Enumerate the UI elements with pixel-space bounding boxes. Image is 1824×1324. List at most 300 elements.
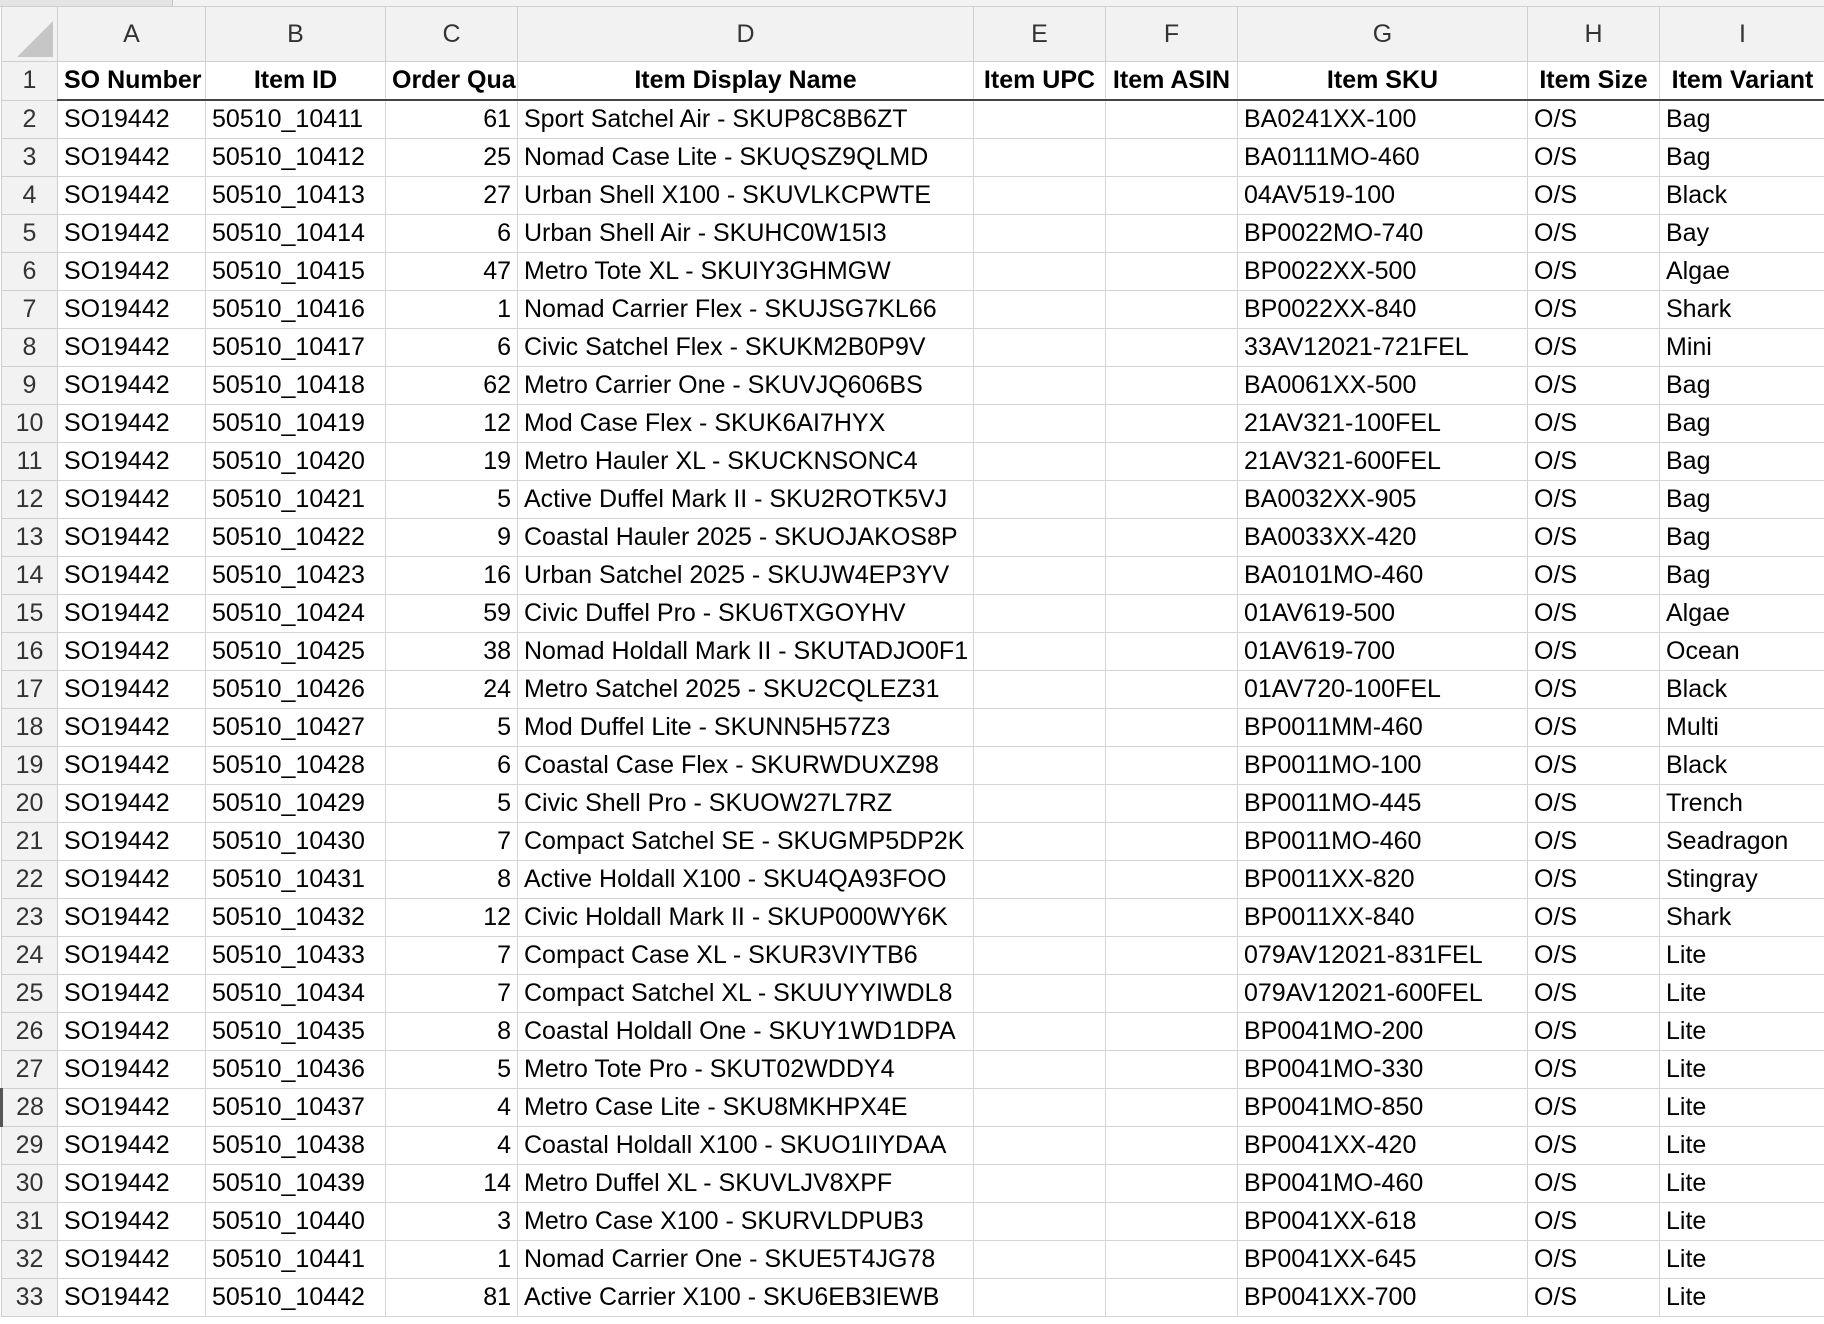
item-display-name-cell[interactable]: Nomad Holdall Mark II - SKUTADJO0F1 — [518, 633, 974, 671]
order-quantity-cell[interactable]: 4 — [386, 1127, 518, 1165]
item-display-name-cell[interactable]: Metro Case X100 - SKURVLDPUB3 — [518, 1203, 974, 1241]
item-upc-cell[interactable] — [974, 177, 1106, 215]
item-display-name-cell[interactable]: Compact Satchel XL - SKUUYYIWDL8 — [518, 975, 974, 1013]
column-header-c[interactable]: C — [386, 7, 518, 62]
item-variant-cell[interactable]: Algae — [1660, 595, 1824, 633]
item-asin-cell[interactable] — [1106, 557, 1238, 595]
item-id-cell[interactable]: 50510_10431 — [206, 861, 386, 899]
row-header[interactable]: 21 — [2, 823, 58, 861]
so-number-cell[interactable]: SO19442 — [58, 1013, 206, 1051]
item-sku-cell[interactable]: BP0041XX-420 — [1238, 1127, 1528, 1165]
order-quantity-cell[interactable]: 9 — [386, 519, 518, 557]
order-quantity-cell[interactable]: 7 — [386, 937, 518, 975]
item-id-cell[interactable]: 50510_10433 — [206, 937, 386, 975]
row-header[interactable]: 27 — [2, 1051, 58, 1089]
order-quantity-cell[interactable]: 12 — [386, 899, 518, 937]
item-id-cell[interactable]: 50510_10425 — [206, 633, 386, 671]
item-variant-cell[interactable]: Lite — [1660, 1127, 1824, 1165]
item-sku-cell[interactable]: BP0041XX-618 — [1238, 1203, 1528, 1241]
item-id-cell[interactable]: 50510_10412 — [206, 139, 386, 177]
item-upc-cell[interactable] — [974, 747, 1106, 785]
item-sku-cell[interactable]: 21AV321-100FEL — [1238, 405, 1528, 443]
column-header-a[interactable]: A — [58, 7, 206, 62]
item-variant-cell[interactable]: Bay — [1660, 215, 1824, 253]
order-quantity-cell[interactable]: 6 — [386, 329, 518, 367]
item-id-cell[interactable]: 50510_10435 — [206, 1013, 386, 1051]
order-quantity-cell[interactable]: 12 — [386, 405, 518, 443]
item-id-cell[interactable]: 50510_10441 — [206, 1241, 386, 1279]
item-size-cell[interactable]: O/S — [1528, 177, 1660, 215]
so-number-cell[interactable]: SO19442 — [58, 1127, 206, 1165]
item-id-cell[interactable]: 50510_10424 — [206, 595, 386, 633]
so-number-cell[interactable]: SO19442 — [58, 519, 206, 557]
row-header[interactable]: 32 — [2, 1241, 58, 1279]
item-variant-cell[interactable]: Seadragon — [1660, 823, 1824, 861]
item-size-cell[interactable]: O/S — [1528, 100, 1660, 139]
item-asin-cell[interactable] — [1106, 291, 1238, 329]
order-quantity-cell[interactable]: 8 — [386, 861, 518, 899]
item-size-cell[interactable]: O/S — [1528, 253, 1660, 291]
so-number-cell[interactable]: SO19442 — [58, 405, 206, 443]
item-asin-cell[interactable] — [1106, 1051, 1238, 1089]
item-id-cell[interactable]: 50510_10437 — [206, 1089, 386, 1127]
item-sku-cell[interactable]: BA0032XX-905 — [1238, 481, 1528, 519]
item-sku-cell[interactable]: BP0022XX-500 — [1238, 253, 1528, 291]
item-variant-cell[interactable]: Black — [1660, 177, 1824, 215]
item-display-name-cell[interactable]: Metro Tote Pro - SKUT02WDDY4 — [518, 1051, 974, 1089]
item-display-name-cell[interactable]: Urban Shell X100 - SKUVLKCPWTE — [518, 177, 974, 215]
item-sku-cell[interactable]: 01AV619-500 — [1238, 595, 1528, 633]
item-size-cell[interactable]: O/S — [1528, 937, 1660, 975]
item-variant-cell[interactable]: Black — [1660, 671, 1824, 709]
item-variant-cell[interactable]: Bag — [1660, 405, 1824, 443]
item-asin-cell[interactable] — [1106, 367, 1238, 405]
item-display-name-cell[interactable]: Coastal Holdall X100 - SKUO1IIYDAA — [518, 1127, 974, 1165]
item-id-cell[interactable]: 50510_10421 — [206, 481, 386, 519]
row-header[interactable]: 13 — [2, 519, 58, 557]
item-sku-cell[interactable]: 079AV12021-831FEL — [1238, 937, 1528, 975]
so-number-cell[interactable]: SO19442 — [58, 1165, 206, 1203]
order-quantity-cell[interactable]: 38 — [386, 633, 518, 671]
item-sku-cell[interactable]: BP0011MM-460 — [1238, 709, 1528, 747]
order-quantity-cell[interactable]: 24 — [386, 671, 518, 709]
item-sku-cell[interactable]: BA0033XX-420 — [1238, 519, 1528, 557]
item-variant-cell[interactable]: Bag — [1660, 481, 1824, 519]
item-sku-cell[interactable]: BP0041MO-330 — [1238, 1051, 1528, 1089]
row-header[interactable]: 5 — [2, 215, 58, 253]
item-size-cell[interactable]: O/S — [1528, 671, 1660, 709]
item-upc-cell[interactable] — [974, 595, 1106, 633]
item-display-name-cell[interactable]: Active Duffel Mark II - SKU2ROTK5VJ — [518, 481, 974, 519]
item-sku-cell[interactable]: 33AV12021-721FEL — [1238, 329, 1528, 367]
item-display-name-cell[interactable]: Active Holdall X100 - SKU4QA93FOO — [518, 861, 974, 899]
order-quantity-cell[interactable]: 1 — [386, 291, 518, 329]
row-header[interactable]: 14 — [2, 557, 58, 595]
item-size-cell[interactable]: O/S — [1528, 519, 1660, 557]
item-display-name-cell[interactable]: Civic Shell Pro - SKUOW27L7RZ — [518, 785, 974, 823]
item-sku-cell[interactable]: BP0041MO-850 — [1238, 1089, 1528, 1127]
item-variant-cell[interactable]: Lite — [1660, 937, 1824, 975]
so-number-cell[interactable]: SO19442 — [58, 899, 206, 937]
order-quantity-cell[interactable]: 8 — [386, 1013, 518, 1051]
item-upc-cell[interactable] — [974, 1051, 1106, 1089]
header-cell-so-number[interactable]: SO Number — [58, 62, 206, 101]
order-quantity-cell[interactable]: 5 — [386, 785, 518, 823]
item-display-name-cell[interactable]: Coastal Holdall One - SKUY1WD1DPA — [518, 1013, 974, 1051]
item-sku-cell[interactable]: BP0022MO-740 — [1238, 215, 1528, 253]
row-header[interactable]: 11 — [2, 443, 58, 481]
item-size-cell[interactable]: O/S — [1528, 443, 1660, 481]
order-quantity-cell[interactable]: 6 — [386, 747, 518, 785]
row-header[interactable]: 22 — [2, 861, 58, 899]
item-display-name-cell[interactable]: Metro Carrier One - SKUVJQ606BS — [518, 367, 974, 405]
item-id-cell[interactable]: 50510_10429 — [206, 785, 386, 823]
row-header[interactable]: 3 — [2, 139, 58, 177]
item-sku-cell[interactable]: BP0041XX-645 — [1238, 1241, 1528, 1279]
order-quantity-cell[interactable]: 62 — [386, 367, 518, 405]
item-sku-cell[interactable]: BP0041MO-200 — [1238, 1013, 1528, 1051]
item-size-cell[interactable]: O/S — [1528, 1241, 1660, 1279]
item-id-cell[interactable]: 50510_10442 — [206, 1279, 386, 1317]
item-size-cell[interactable]: O/S — [1528, 861, 1660, 899]
item-sku-cell[interactable]: BP0011MO-100 — [1238, 747, 1528, 785]
item-size-cell[interactable]: O/S — [1528, 481, 1660, 519]
item-variant-cell[interactable]: Multi — [1660, 709, 1824, 747]
item-size-cell[interactable]: O/S — [1528, 595, 1660, 633]
item-asin-cell[interactable] — [1106, 215, 1238, 253]
item-sku-cell[interactable]: BA0101MO-460 — [1238, 557, 1528, 595]
item-variant-cell[interactable]: Algae — [1660, 253, 1824, 291]
item-display-name-cell[interactable]: Metro Hauler XL - SKUCKNSONC4 — [518, 443, 974, 481]
item-upc-cell[interactable] — [974, 405, 1106, 443]
item-size-cell[interactable]: O/S — [1528, 899, 1660, 937]
item-upc-cell[interactable] — [974, 215, 1106, 253]
item-asin-cell[interactable] — [1106, 139, 1238, 177]
item-id-cell[interactable]: 50510_10426 — [206, 671, 386, 709]
item-sku-cell[interactable]: BA0061XX-500 — [1238, 367, 1528, 405]
item-sku-cell[interactable]: 01AV619-700 — [1238, 633, 1528, 671]
order-quantity-cell[interactable]: 16 — [386, 557, 518, 595]
item-display-name-cell[interactable]: Compact Case XL - SKUR3VIYTB6 — [518, 937, 974, 975]
header-cell-item-variant[interactable]: Item Variant — [1660, 62, 1824, 101]
item-id-cell[interactable]: 50510_10413 — [206, 177, 386, 215]
item-upc-cell[interactable] — [974, 975, 1106, 1013]
row-header[interactable]: 33 — [2, 1279, 58, 1317]
item-display-name-cell[interactable]: Civic Holdall Mark II - SKUP000WY6K — [518, 899, 974, 937]
item-variant-cell[interactable]: Lite — [1660, 975, 1824, 1013]
item-sku-cell[interactable]: 04AV519-100 — [1238, 177, 1528, 215]
item-sku-cell[interactable]: 079AV12021-600FEL — [1238, 975, 1528, 1013]
item-upc-cell[interactable] — [974, 519, 1106, 557]
item-variant-cell[interactable]: Shark — [1660, 899, 1824, 937]
item-asin-cell[interactable] — [1106, 1203, 1238, 1241]
item-size-cell[interactable]: O/S — [1528, 557, 1660, 595]
item-size-cell[interactable]: O/S — [1528, 367, 1660, 405]
so-number-cell[interactable]: SO19442 — [58, 633, 206, 671]
so-number-cell[interactable]: SO19442 — [58, 823, 206, 861]
item-asin-cell[interactable] — [1106, 100, 1238, 139]
row-header[interactable]: 10 — [2, 405, 58, 443]
item-variant-cell[interactable]: Stingray — [1660, 861, 1824, 899]
item-asin-cell[interactable] — [1106, 1089, 1238, 1127]
column-header-d[interactable]: D — [518, 7, 974, 62]
so-number-cell[interactable]: SO19442 — [58, 481, 206, 519]
item-size-cell[interactable]: O/S — [1528, 1165, 1660, 1203]
item-upc-cell[interactable] — [974, 329, 1106, 367]
item-asin-cell[interactable] — [1106, 1127, 1238, 1165]
item-sku-cell[interactable]: BP0041MO-460 — [1238, 1165, 1528, 1203]
order-quantity-cell[interactable]: 5 — [386, 709, 518, 747]
row-header[interactable]: 29 — [2, 1127, 58, 1165]
order-quantity-cell[interactable]: 59 — [386, 595, 518, 633]
item-id-cell[interactable]: 50510_10427 — [206, 709, 386, 747]
item-display-name-cell[interactable]: Urban Shell Air - SKUHC0W15I3 — [518, 215, 974, 253]
item-upc-cell[interactable] — [974, 1165, 1106, 1203]
order-quantity-cell[interactable]: 4 — [386, 1089, 518, 1127]
row-header[interactable]: 25 — [2, 975, 58, 1013]
item-sku-cell[interactable]: BP0011MO-445 — [1238, 785, 1528, 823]
so-number-cell[interactable]: SO19442 — [58, 443, 206, 481]
order-quantity-cell[interactable]: 25 — [386, 139, 518, 177]
so-number-cell[interactable]: SO19442 — [58, 671, 206, 709]
row-header[interactable]: 7 — [2, 291, 58, 329]
header-cell-item-asin[interactable]: Item ASIN — [1106, 62, 1238, 101]
item-size-cell[interactable]: O/S — [1528, 139, 1660, 177]
so-number-cell[interactable]: SO19442 — [58, 861, 206, 899]
row-header[interactable]: 15 — [2, 595, 58, 633]
column-header-b[interactable]: B — [206, 7, 386, 62]
item-id-cell[interactable]: 50510_10417 — [206, 329, 386, 367]
item-variant-cell[interactable]: Bag — [1660, 367, 1824, 405]
item-sku-cell[interactable]: BA0241XX-100 — [1238, 100, 1528, 139]
order-quantity-cell[interactable]: 81 — [386, 1279, 518, 1317]
item-display-name-cell[interactable]: Nomad Carrier One - SKUE5T4JG78 — [518, 1241, 974, 1279]
item-asin-cell[interactable] — [1106, 785, 1238, 823]
item-upc-cell[interactable] — [974, 633, 1106, 671]
item-size-cell[interactable]: O/S — [1528, 291, 1660, 329]
select-all-corner[interactable] — [2, 7, 58, 62]
order-quantity-cell[interactable]: 5 — [386, 1051, 518, 1089]
item-display-name-cell[interactable]: Nomad Case Lite - SKUQSZ9QLMD — [518, 139, 974, 177]
item-upc-cell[interactable] — [974, 443, 1106, 481]
row-header[interactable]: 6 — [2, 253, 58, 291]
row-header[interactable]: 28 — [2, 1089, 58, 1127]
order-quantity-cell[interactable]: 7 — [386, 823, 518, 861]
item-id-cell[interactable]: 50510_10411 — [206, 100, 386, 139]
item-variant-cell[interactable]: Lite — [1660, 1241, 1824, 1279]
item-variant-cell[interactable]: Bag — [1660, 519, 1824, 557]
order-quantity-cell[interactable]: 3 — [386, 1203, 518, 1241]
item-upc-cell[interactable] — [974, 1089, 1106, 1127]
so-number-cell[interactable]: SO19442 — [58, 1051, 206, 1089]
item-upc-cell[interactable] — [974, 899, 1106, 937]
item-size-cell[interactable]: O/S — [1528, 405, 1660, 443]
item-asin-cell[interactable] — [1106, 1165, 1238, 1203]
so-number-cell[interactable]: SO19442 — [58, 367, 206, 405]
order-quantity-cell[interactable]: 61 — [386, 100, 518, 139]
so-number-cell[interactable]: SO19442 — [58, 100, 206, 139]
item-variant-cell[interactable]: Lite — [1660, 1013, 1824, 1051]
row-header[interactable]: 17 — [2, 671, 58, 709]
so-number-cell[interactable]: SO19442 — [58, 747, 206, 785]
so-number-cell[interactable]: SO19442 — [58, 595, 206, 633]
item-asin-cell[interactable] — [1106, 937, 1238, 975]
item-upc-cell[interactable] — [974, 937, 1106, 975]
item-upc-cell[interactable] — [974, 291, 1106, 329]
item-asin-cell[interactable] — [1106, 253, 1238, 291]
item-display-name-cell[interactable]: Nomad Carrier Flex - SKUJSG7KL66 — [518, 291, 974, 329]
row-header[interactable]: 8 — [2, 329, 58, 367]
item-id-cell[interactable]: 50510_10439 — [206, 1165, 386, 1203]
item-sku-cell[interactable]: BP0022XX-840 — [1238, 291, 1528, 329]
order-quantity-cell[interactable]: 5 — [386, 481, 518, 519]
item-sku-cell[interactable]: BP0011XX-820 — [1238, 861, 1528, 899]
item-display-name-cell[interactable]: Mod Case Flex - SKUK6AI7HYX — [518, 405, 974, 443]
item-size-cell[interactable]: O/S — [1528, 975, 1660, 1013]
header-cell-item-sku[interactable]: Item SKU — [1238, 62, 1528, 101]
row-header[interactable]: 12 — [2, 481, 58, 519]
so-number-cell[interactable]: SO19442 — [58, 937, 206, 975]
item-display-name-cell[interactable]: Mod Duffel Lite - SKUNN5H57Z3 — [518, 709, 974, 747]
so-number-cell[interactable]: SO19442 — [58, 557, 206, 595]
item-size-cell[interactable]: O/S — [1528, 215, 1660, 253]
item-display-name-cell[interactable]: Civic Satchel Flex - SKUKM2B0P9V — [518, 329, 974, 367]
order-quantity-cell[interactable]: 47 — [386, 253, 518, 291]
row-header[interactable]: 30 — [2, 1165, 58, 1203]
item-id-cell[interactable]: 50510_10430 — [206, 823, 386, 861]
item-id-cell[interactable]: 50510_10418 — [206, 367, 386, 405]
item-asin-cell[interactable] — [1106, 443, 1238, 481]
item-asin-cell[interactable] — [1106, 709, 1238, 747]
header-cell-item-upc[interactable]: Item UPC — [974, 62, 1106, 101]
item-asin-cell[interactable] — [1106, 861, 1238, 899]
so-number-cell[interactable]: SO19442 — [58, 1203, 206, 1241]
item-upc-cell[interactable] — [974, 1203, 1106, 1241]
item-display-name-cell[interactable]: Sport Satchel Air - SKUP8C8B6ZT — [518, 100, 974, 139]
item-asin-cell[interactable] — [1106, 177, 1238, 215]
row-header[interactable]: 1 — [2, 62, 58, 101]
item-size-cell[interactable]: O/S — [1528, 785, 1660, 823]
item-upc-cell[interactable] — [974, 671, 1106, 709]
item-variant-cell[interactable]: Bag — [1660, 100, 1824, 139]
item-display-name-cell[interactable]: Coastal Case Flex - SKURWDUXZ98 — [518, 747, 974, 785]
item-asin-cell[interactable] — [1106, 1279, 1238, 1317]
item-size-cell[interactable]: O/S — [1528, 1127, 1660, 1165]
header-cell-item-size[interactable]: Item Size — [1528, 62, 1660, 101]
so-number-cell[interactable]: SO19442 — [58, 139, 206, 177]
item-size-cell[interactable]: O/S — [1528, 823, 1660, 861]
item-asin-cell[interactable] — [1106, 595, 1238, 633]
so-number-cell[interactable]: SO19442 — [58, 215, 206, 253]
item-variant-cell[interactable]: Mini — [1660, 329, 1824, 367]
item-asin-cell[interactable] — [1106, 899, 1238, 937]
item-id-cell[interactable]: 50510_10423 — [206, 557, 386, 595]
item-asin-cell[interactable] — [1106, 1013, 1238, 1051]
item-id-cell[interactable]: 50510_10422 — [206, 519, 386, 557]
item-upc-cell[interactable] — [974, 1241, 1106, 1279]
order-quantity-cell[interactable]: 7 — [386, 975, 518, 1013]
item-upc-cell[interactable] — [974, 861, 1106, 899]
item-asin-cell[interactable] — [1106, 671, 1238, 709]
item-upc-cell[interactable] — [974, 100, 1106, 139]
item-variant-cell[interactable]: Bag — [1660, 557, 1824, 595]
item-sku-cell[interactable]: BP0011XX-840 — [1238, 899, 1528, 937]
item-asin-cell[interactable] — [1106, 633, 1238, 671]
item-upc-cell[interactable] — [974, 709, 1106, 747]
item-display-name-cell[interactable]: Coastal Hauler 2025 - SKUOJAKOS8P — [518, 519, 974, 557]
item-display-name-cell[interactable]: Metro Case Lite - SKU8MKHPX4E — [518, 1089, 974, 1127]
item-display-name-cell[interactable]: Active Carrier X100 - SKU6EB3IEWB — [518, 1279, 974, 1317]
column-header-g[interactable]: G — [1238, 7, 1528, 62]
row-header[interactable]: 9 — [2, 367, 58, 405]
item-asin-cell[interactable] — [1106, 747, 1238, 785]
item-upc-cell[interactable] — [974, 557, 1106, 595]
order-quantity-cell[interactable]: 14 — [386, 1165, 518, 1203]
item-asin-cell[interactable] — [1106, 975, 1238, 1013]
item-size-cell[interactable]: O/S — [1528, 329, 1660, 367]
item-display-name-cell[interactable]: Urban Satchel 2025 - SKUJW4EP3YV — [518, 557, 974, 595]
item-sku-cell[interactable]: BP0041XX-700 — [1238, 1279, 1528, 1317]
item-id-cell[interactable]: 50510_10416 — [206, 291, 386, 329]
item-size-cell[interactable]: O/S — [1528, 747, 1660, 785]
row-header[interactable]: 16 — [2, 633, 58, 671]
item-variant-cell[interactable]: Shark — [1660, 291, 1824, 329]
item-variant-cell[interactable]: Bag — [1660, 139, 1824, 177]
item-id-cell[interactable]: 50510_10428 — [206, 747, 386, 785]
so-number-cell[interactable]: SO19442 — [58, 1279, 206, 1317]
row-header[interactable]: 2 — [2, 100, 58, 139]
item-display-name-cell[interactable]: Civic Duffel Pro - SKU6TXGOYHV — [518, 595, 974, 633]
order-quantity-cell[interactable]: 6 — [386, 215, 518, 253]
row-header[interactable]: 19 — [2, 747, 58, 785]
item-asin-cell[interactable] — [1106, 519, 1238, 557]
column-header-f[interactable]: F — [1106, 7, 1238, 62]
header-cell-item-display-name[interactable]: Item Display Name — [518, 62, 974, 101]
item-size-cell[interactable]: O/S — [1528, 1279, 1660, 1317]
item-upc-cell[interactable] — [974, 367, 1106, 405]
item-upc-cell[interactable] — [974, 139, 1106, 177]
item-variant-cell[interactable]: Trench — [1660, 785, 1824, 823]
column-header-h[interactable]: H — [1528, 7, 1660, 62]
item-size-cell[interactable]: O/S — [1528, 709, 1660, 747]
item-upc-cell[interactable] — [974, 1013, 1106, 1051]
item-sku-cell[interactable]: 21AV321-600FEL — [1238, 443, 1528, 481]
item-display-name-cell[interactable]: Metro Duffel XL - SKUVLJV8XPF — [518, 1165, 974, 1203]
item-upc-cell[interactable] — [974, 481, 1106, 519]
item-variant-cell[interactable]: Lite — [1660, 1165, 1824, 1203]
header-cell-order-quantity[interactable]: Order Qua — [386, 62, 518, 101]
item-variant-cell[interactable]: Lite — [1660, 1089, 1824, 1127]
so-number-cell[interactable]: SO19442 — [58, 329, 206, 367]
item-asin-cell[interactable] — [1106, 405, 1238, 443]
item-id-cell[interactable]: 50510_10438 — [206, 1127, 386, 1165]
item-id-cell[interactable]: 50510_10432 — [206, 899, 386, 937]
so-number-cell[interactable]: SO19442 — [58, 253, 206, 291]
item-asin-cell[interactable] — [1106, 1241, 1238, 1279]
item-id-cell[interactable]: 50510_10440 — [206, 1203, 386, 1241]
item-size-cell[interactable]: O/S — [1528, 1203, 1660, 1241]
order-quantity-cell[interactable]: 19 — [386, 443, 518, 481]
item-upc-cell[interactable] — [974, 823, 1106, 861]
row-header[interactable]: 20 — [2, 785, 58, 823]
item-id-cell[interactable]: 50510_10434 — [206, 975, 386, 1013]
so-number-cell[interactable]: SO19442 — [58, 177, 206, 215]
item-variant-cell[interactable]: Lite — [1660, 1279, 1824, 1317]
so-number-cell[interactable]: SO19442 — [58, 1241, 206, 1279]
item-id-cell[interactable]: 50510_10436 — [206, 1051, 386, 1089]
item-upc-cell[interactable] — [974, 253, 1106, 291]
item-size-cell[interactable]: O/S — [1528, 1013, 1660, 1051]
